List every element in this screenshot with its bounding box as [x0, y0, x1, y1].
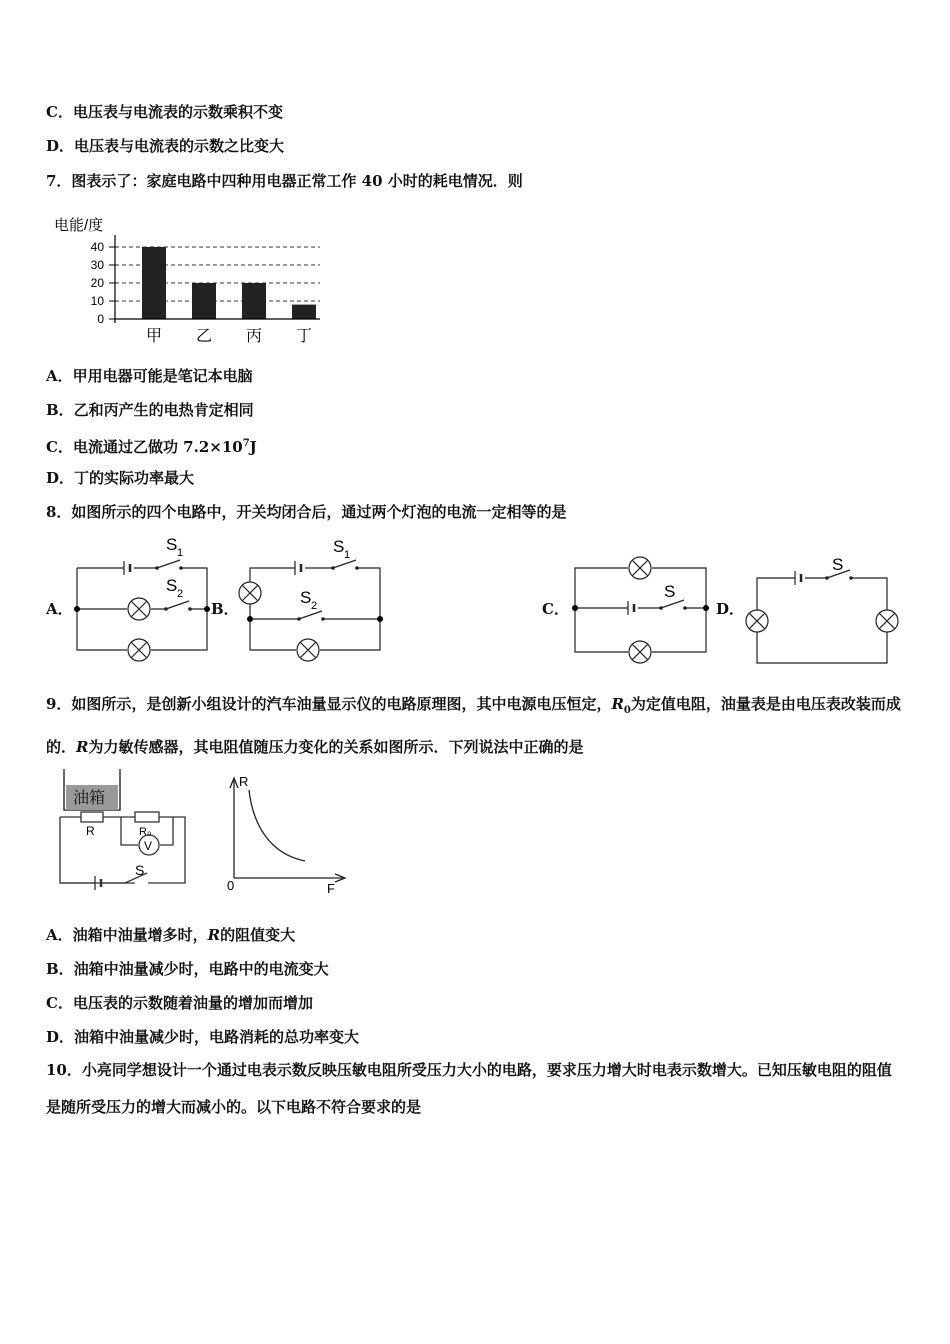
chart-ytick-label: 20: [90, 276, 104, 290]
circuit-a: [0, 530, 230, 670]
oil-gauge-circuit: [55, 765, 195, 895]
chart-bar-3: [292, 305, 316, 319]
svg-text:2: 2: [311, 600, 318, 612]
graph-origin: 0: [227, 878, 235, 893]
chart-bar-2: [242, 283, 266, 319]
chart-category-label: 丙: [245, 328, 263, 345]
q10-stem: 10．小亮同学想设计一个通过电表示数反映压敏电阻所受压力大小的电路，要求压力增大时电表示数增大。已知压敏电阻的阻值是随所受压力的增大而减小的。以下电路不符合要求的是: [46, 1061, 892, 1116]
q7-option-c: C．电流通过乙做功 $7.2\times 10^7J$: [46, 438, 257, 456]
q9-option-a: A．油箱中油量增多时，R的阻值变大: [46, 926, 296, 944]
svg-text:1: 1: [344, 549, 351, 561]
chart-ytick-label: 0: [97, 312, 104, 326]
q8-stem: 8．如图所示的四个电路中，开关均闭合后，通过两个灯泡的电流一定相等的是: [46, 503, 567, 521]
chart-category-label: 丁: [295, 328, 313, 345]
circuit-c-s: S: [664, 582, 676, 601]
circuit-b-s2: S: [300, 588, 312, 607]
circuit-a-s1: S: [166, 535, 178, 554]
chart-bar-1: [192, 283, 216, 319]
circuit-d: [735, 550, 905, 670]
chart-ytick-label: 10: [90, 294, 104, 308]
circuit-c: [560, 540, 720, 670]
circuit-b: [225, 530, 405, 670]
q9-option-d: D．油箱中油量减少时，电路消耗的总功率变大: [46, 1028, 360, 1046]
voltmeter-label: V: [144, 839, 153, 853]
circuit-d-s: S: [832, 555, 844, 574]
chart-category-label: 甲: [145, 328, 163, 345]
chart-bar-0: [142, 247, 166, 319]
circuit-b-s1: S: [333, 537, 345, 556]
oil-tank-label: 油箱: [73, 790, 106, 807]
svg-text:2: 2: [177, 588, 184, 600]
chart-ytick-label: 30: [90, 258, 104, 272]
q9-option-c: C．电压表的示数随着油量的增加而增加: [46, 994, 313, 1012]
q7-option-b: B．乙和丙产生的电热肯定相同: [46, 401, 254, 419]
switch-label: S: [135, 862, 145, 878]
q8-label-d: D．: [716, 600, 745, 618]
q7-option-d: D．丁的实际功率最大: [46, 469, 195, 487]
q8-label-a: A．: [46, 600, 73, 618]
chart-ytick-label: 40: [90, 240, 104, 254]
sensor-r-label: R: [86, 824, 95, 838]
energy-bar-chart: [40, 205, 340, 350]
chart-ylabel: 电能/度: [54, 217, 104, 234]
q7-option-a: A．甲用电器可能是笔记本电脑: [46, 367, 253, 385]
r0-label: R₀: [139, 826, 152, 838]
chart-category-label: 乙: [195, 328, 213, 345]
r-vs-f-graph: [225, 770, 355, 895]
graph-x-label: F: [327, 881, 335, 896]
q8-label-c: C．: [542, 600, 569, 618]
q7-stem: 7．图表示了：家庭电路中四种用电器正常工作 40 小时的耗电情况．则: [46, 172, 523, 190]
q8-label-b: B．: [211, 600, 239, 618]
graph-y-label: R: [239, 774, 249, 789]
circuit-a-s2: S: [166, 576, 178, 595]
q9-option-b: B．油箱中油量减少时，电路中的电流变大: [46, 960, 329, 978]
svg-text:1: 1: [177, 547, 184, 559]
q6-option-d: D．电压表与电流表的示数之比变大: [46, 137, 285, 155]
q6-option-c: C．电压表与电流表的示数乘积不变: [46, 103, 283, 121]
q9-stem: 9．如图所示，是创新小组设计的汽车油量显示仪的电路原理图，其中电源电压恒定，$R_0$为定值电阻，油量表是由电压表改装而成的．R为力敏传感器，其电阻值随压力变化的关系如图所示．下列说法中正确的是: [46, 695, 901, 756]
